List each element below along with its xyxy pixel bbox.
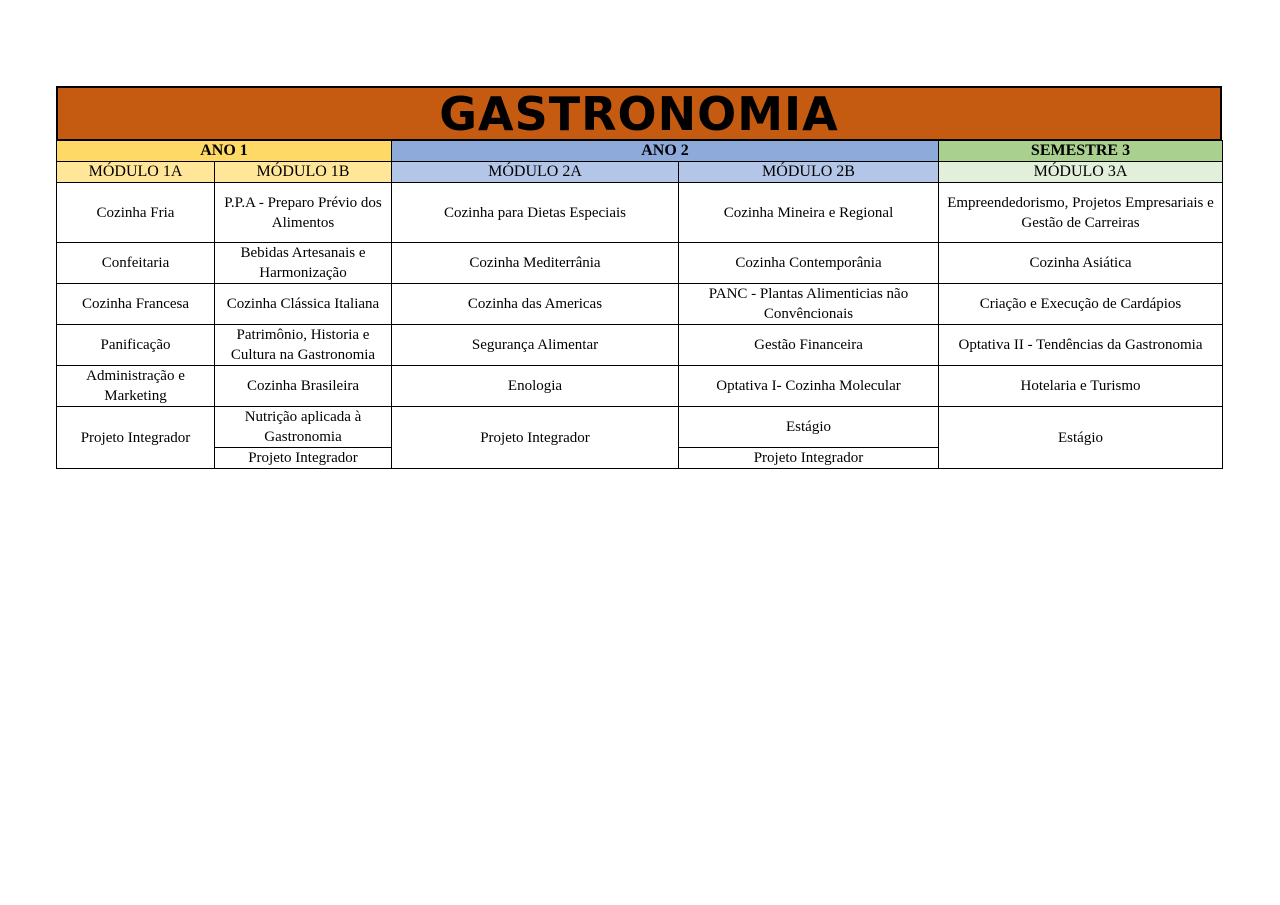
table-row: [57, 366, 1223, 407]
course-cell: Bebidas Artesanais e Harmonização: [215, 243, 392, 284]
course-cell: Enologia: [392, 366, 679, 407]
module-header-row: [57, 162, 1223, 183]
curriculum-table: [56, 140, 1223, 469]
course-cell: Nutrição aplicada à Gastronomia: [215, 407, 392, 448]
course-cell: Optativa II - Tendências da Gastronomia: [939, 325, 1223, 366]
course-cell: Cozinha das Americas: [392, 284, 679, 325]
table-row: [57, 243, 1223, 284]
table-row: [57, 183, 1223, 243]
course-cell: Hotelaria e Turismo: [939, 366, 1223, 407]
year-header-row: [57, 141, 1223, 162]
page-title: GASTRONOMIA: [439, 86, 839, 141]
course-cell: Gestão Financeira: [679, 325, 939, 366]
course-cell: Cozinha Francesa: [57, 284, 215, 325]
course-cell: PANC - Plantas Alimenticias não Convêncionais: [679, 284, 939, 325]
course-cell: Cozinha Clássica Italiana: [215, 284, 392, 325]
module-1b: MÓDULO 1B: [215, 162, 392, 183]
course-cell: Cozinha Brasileira: [215, 366, 392, 407]
module-2a: MÓDULO 2A: [392, 162, 679, 183]
course-cell: Cozinha Mineira e Regional: [679, 183, 939, 243]
course-cell: Cozinha Contemporânia: [679, 243, 939, 284]
course-cell: Cozinha Mediterrânia: [392, 243, 679, 284]
course-cell: Panificação: [57, 325, 215, 366]
module-2b: MÓDULO 2B: [679, 162, 939, 183]
year-ano-2: ANO 2: [392, 141, 939, 162]
year-semestre-3: SEMESTRE 3: [939, 141, 1223, 162]
course-cell: Cozinha Fria: [57, 183, 215, 243]
course-cell: Projeto Integrador: [392, 407, 679, 469]
year-ano-1: ANO 1: [57, 141, 392, 162]
curriculum-sheet: [56, 86, 1222, 469]
table-row: [57, 407, 1223, 448]
course-cell: Criação e Execução de Cardápios: [939, 284, 1223, 325]
course-cell: Cozinha Asiática: [939, 243, 1223, 284]
table-row: [57, 284, 1223, 325]
course-cell: Estágio: [939, 407, 1223, 469]
course-cell: Confeitaria: [57, 243, 215, 284]
course-cell: Projeto Integrador: [679, 448, 939, 469]
module-3a: MÓDULO 3A: [939, 162, 1223, 183]
course-cell: Optativa I- Cozinha Molecular: [679, 366, 939, 407]
table-row: [57, 325, 1223, 366]
course-cell: Projeto Integrador: [215, 448, 392, 469]
course-cell: Projeto Integrador: [57, 407, 215, 469]
course-cell: Administração e Marketing: [57, 366, 215, 407]
course-cell: Cozinha para Dietas Especiais: [392, 183, 679, 243]
module-1a: MÓDULO 1A: [57, 162, 215, 183]
course-cell: Empreendedorismo, Projetos Empresariais e Gestão de Carreiras: [939, 183, 1223, 243]
course-cell: Patrimônio, Historia e Cultura na Gastronomia: [215, 325, 392, 366]
course-cell: Segurança Alimentar: [392, 325, 679, 366]
title-banner: [56, 86, 1222, 140]
course-cell: Estágio: [679, 407, 939, 448]
course-cell: P.P.A - Preparo Prévio dos Alimentos: [215, 183, 392, 243]
